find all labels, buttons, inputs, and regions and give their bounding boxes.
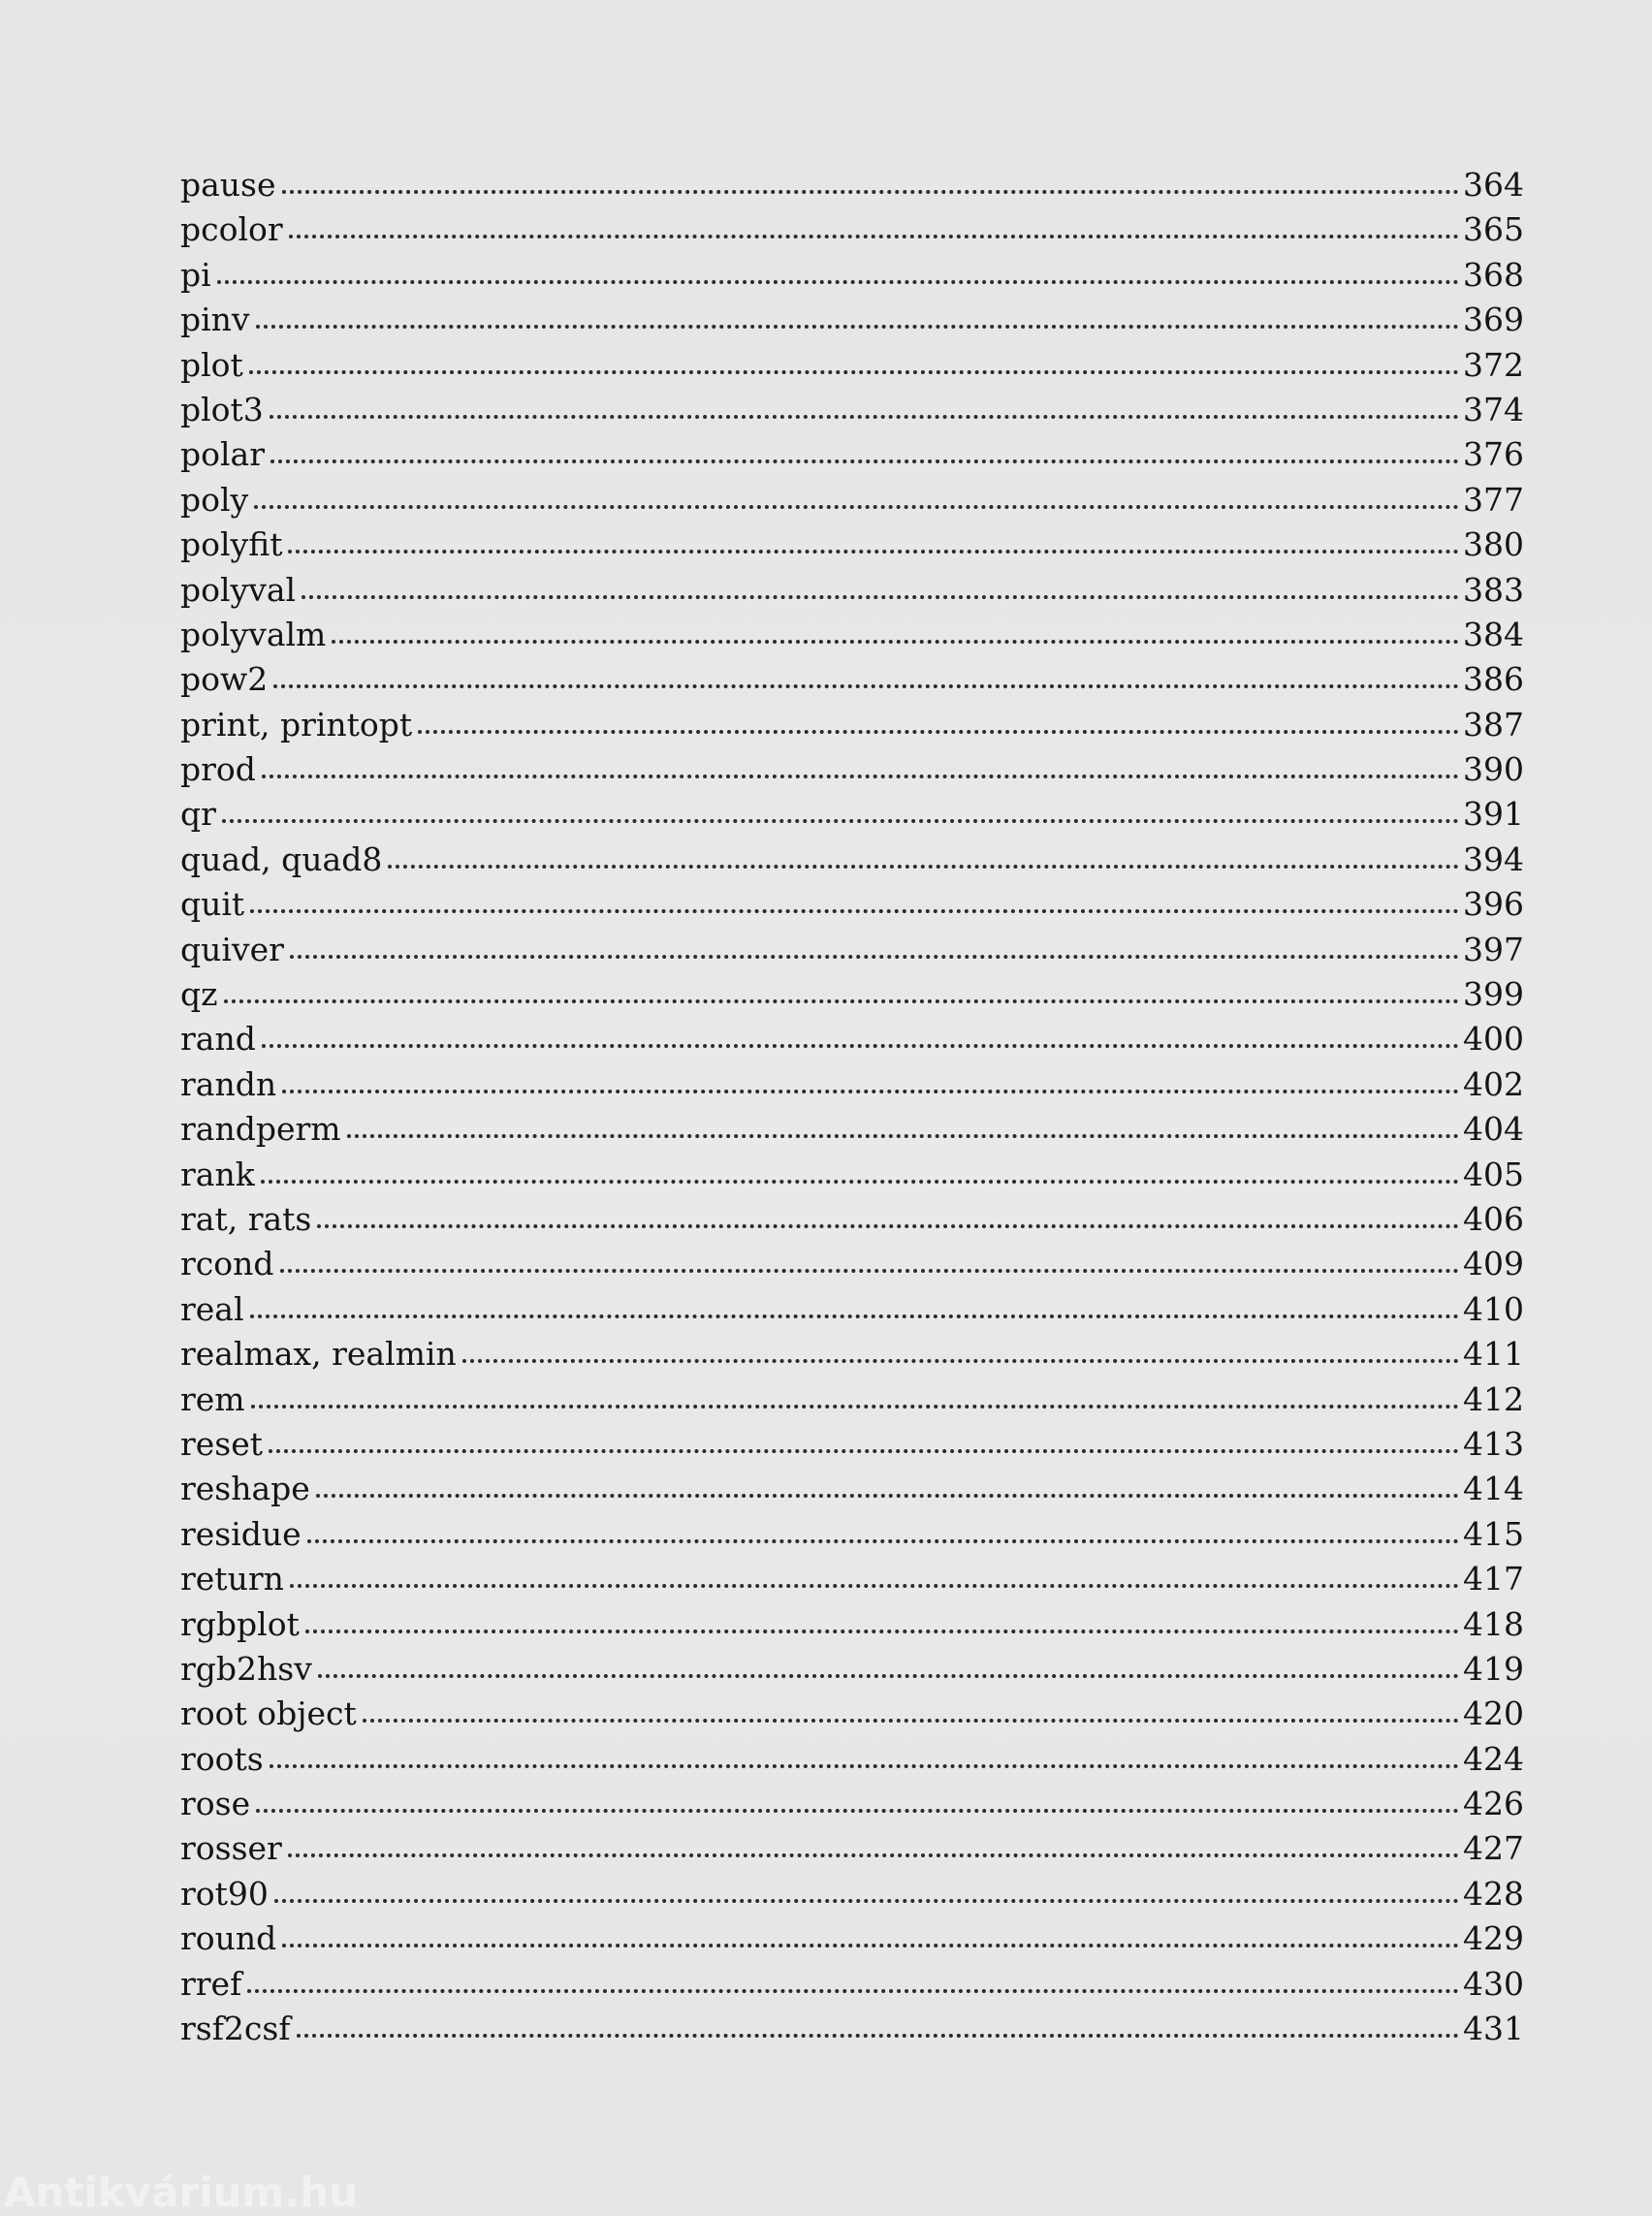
dot-leader — [289, 235, 1459, 238]
dot-leader — [273, 684, 1459, 688]
toc-entry — [180, 343, 1524, 388]
toc-entry-page-number: 374 — [1463, 390, 1524, 428]
toc-entry — [180, 972, 1524, 1017]
toc-entry — [180, 568, 1524, 613]
toc-entry-name: plot3 — [180, 390, 264, 428]
toc-entry — [180, 1422, 1524, 1467]
toc-entry — [180, 1017, 1524, 1061]
toc-entry — [180, 1782, 1524, 1826]
toc-entry — [180, 1377, 1524, 1422]
toc-entry-name: rem — [180, 1379, 245, 1418]
toc-entry-page-number: 410 — [1463, 1289, 1524, 1328]
toc-entry-name: randperm — [180, 1110, 341, 1149]
dot-leader — [290, 955, 1459, 959]
dot-leader — [305, 1630, 1459, 1633]
dot-leader — [270, 459, 1459, 463]
dot-leader — [247, 1989, 1459, 1993]
toc-entry-name: pinv — [180, 301, 250, 339]
dot-leader — [224, 999, 1459, 1003]
dot-leader — [261, 1180, 1459, 1184]
toc-entry-page-number: 430 — [1463, 1964, 1524, 2003]
toc-entry-name: rcond — [180, 1245, 274, 1283]
toc-entry-page-number: 368 — [1463, 255, 1524, 294]
toc-entry-page-number: 427 — [1463, 1829, 1524, 1868]
toc-entry-page-number: 413 — [1463, 1424, 1524, 1463]
toc-entry-name: rat, rats — [180, 1199, 312, 1238]
dot-leader — [318, 1674, 1459, 1678]
toc-entry-name: roots — [180, 1739, 264, 1778]
toc-entry — [180, 1647, 1524, 1692]
table-of-contents — [180, 163, 1524, 2051]
toc-entry-name: pi — [180, 255, 211, 294]
toc-entry-name: reset — [180, 1424, 264, 1463]
toc-entry — [180, 882, 1524, 927]
toc-entry-name: rose — [180, 1785, 251, 1823]
dot-leader — [332, 640, 1459, 644]
dot-leader — [270, 1764, 1459, 1768]
dot-leader — [249, 370, 1459, 374]
toc-entry — [180, 1692, 1524, 1736]
dot-leader — [256, 325, 1459, 329]
toc-entry — [180, 1512, 1524, 1557]
toc-entry — [180, 1872, 1524, 1916]
toc-entry-page-number: 376 — [1463, 435, 1524, 474]
toc-entry-name: quit — [180, 885, 245, 924]
toc-entry-page-number: 369 — [1463, 301, 1524, 339]
toc-entry — [180, 613, 1524, 657]
dot-leader — [290, 1584, 1459, 1588]
toc-entry-name: rand — [180, 1020, 256, 1059]
dot-leader — [462, 1359, 1459, 1363]
toc-entry-page-number: 418 — [1463, 1604, 1524, 1643]
toc-entry — [180, 388, 1524, 432]
toc-entry — [180, 703, 1524, 747]
toc-entry-page-number: 414 — [1463, 1470, 1524, 1508]
toc-entry-page-number: 415 — [1463, 1514, 1524, 1553]
dot-leader — [317, 1224, 1459, 1228]
dot-leader — [282, 1090, 1459, 1093]
dot-leader — [307, 1539, 1459, 1543]
toc-entry-page-number: 394 — [1463, 839, 1524, 878]
toc-entry — [180, 1107, 1524, 1152]
toc-entry-page-number: 419 — [1463, 1649, 1524, 1688]
toc-entry-name: pow2 — [180, 660, 269, 699]
toc-entry — [180, 1197, 1524, 1242]
toc-entry-name: rsf2csf — [180, 2010, 291, 2048]
dot-leader — [269, 1449, 1459, 1453]
toc-entry-name: pcolor — [180, 210, 283, 249]
toc-entry-name: rot90 — [180, 1874, 269, 1913]
toc-entry — [180, 253, 1524, 298]
toc-entry-name: pause — [180, 166, 276, 204]
toc-entry — [180, 432, 1524, 477]
dot-leader — [262, 775, 1459, 778]
toc-entry-name: poly — [180, 480, 249, 519]
toc-entry-page-number: 426 — [1463, 1785, 1524, 1823]
toc-entry — [180, 1916, 1524, 1961]
toc-entry-name: polyval — [180, 570, 297, 609]
toc-entry-page-number: 377 — [1463, 480, 1524, 519]
toc-entry-page-number: 384 — [1463, 615, 1524, 653]
toc-entry-page-number: 429 — [1463, 1919, 1524, 1958]
toc-entry-name: plot — [180, 345, 243, 384]
toc-entry-page-number: 372 — [1463, 345, 1524, 384]
dot-leader — [222, 819, 1459, 823]
toc-entry-page-number: 386 — [1463, 660, 1524, 699]
toc-entry — [180, 163, 1524, 207]
dot-leader — [217, 280, 1459, 284]
toc-entry — [180, 1826, 1524, 1871]
toc-entry-page-number: 404 — [1463, 1110, 1524, 1149]
dot-leader — [282, 190, 1459, 194]
toc-entry-name: quad, quad8 — [180, 839, 383, 878]
toc-entry-name: print, printopt — [180, 705, 413, 744]
toc-entry-page-number: 428 — [1463, 1874, 1524, 1913]
toc-entry-name: rgb2hsv — [180, 1649, 312, 1688]
dot-leader — [388, 865, 1459, 869]
toc-entry-page-number: 391 — [1463, 795, 1524, 834]
toc-entry-name: polar — [180, 435, 265, 474]
toc-entry-page-number: 365 — [1463, 210, 1524, 249]
toc-entry-page-number: 412 — [1463, 1379, 1524, 1418]
toc-entry-page-number: 417 — [1463, 1560, 1524, 1599]
toc-entry-name: rref — [180, 1964, 242, 2003]
dot-leader — [297, 2034, 1459, 2038]
toc-entry-page-number: 364 — [1463, 166, 1524, 204]
toc-entry — [180, 1332, 1524, 1377]
dot-leader — [270, 415, 1459, 419]
toc-entry-name: return — [180, 1560, 284, 1599]
toc-entry — [180, 1287, 1524, 1332]
toc-entry — [180, 1153, 1524, 1197]
dot-leader — [288, 550, 1459, 554]
dot-leader — [418, 730, 1459, 734]
toc-entry — [180, 1737, 1524, 1782]
toc-entry — [180, 1467, 1524, 1511]
toc-entry-name: real — [180, 1289, 244, 1328]
toc-entry — [180, 298, 1524, 342]
toc-entry-name: randn — [180, 1064, 277, 1103]
dot-leader — [282, 1944, 1459, 1947]
dot-leader — [363, 1719, 1459, 1723]
dot-leader — [274, 1899, 1459, 1903]
toc-entry-name: residue — [180, 1514, 302, 1553]
dot-leader — [316, 1494, 1459, 1498]
toc-entry — [180, 1557, 1524, 1601]
toc-entry-name: rosser — [180, 1829, 282, 1868]
toc-entry — [180, 1242, 1524, 1286]
toc-entry — [180, 478, 1524, 522]
dot-leader — [250, 909, 1459, 913]
toc-entry-page-number: 396 — [1463, 885, 1524, 924]
toc-entry-name: prod — [180, 750, 256, 789]
toc-entry-page-number: 424 — [1463, 1739, 1524, 1778]
toc-entry-name: qr — [180, 795, 216, 834]
dot-leader — [302, 595, 1459, 599]
toc-entry-page-number: 383 — [1463, 570, 1524, 609]
dot-leader — [250, 1314, 1459, 1318]
toc-entry-page-number: 420 — [1463, 1694, 1524, 1733]
toc-entry-name: quiver — [180, 930, 284, 968]
toc-entry-name: polyvalm — [180, 615, 327, 653]
toc-entry — [180, 928, 1524, 972]
toc-entry-page-number: 409 — [1463, 1245, 1524, 1283]
toc-entry — [180, 838, 1524, 882]
watermark: Antikvárium.hu — [4, 2169, 359, 2216]
toc-entry-page-number: 399 — [1463, 975, 1524, 1014]
toc-entry-page-number: 387 — [1463, 705, 1524, 744]
toc-entry-name: reshape — [180, 1470, 310, 1508]
toc-entry-name: rank — [180, 1155, 255, 1193]
toc-entry-page-number: 390 — [1463, 750, 1524, 789]
toc-entry-page-number: 400 — [1463, 1020, 1524, 1059]
dot-leader — [288, 1853, 1459, 1857]
toc-entry — [180, 2007, 1524, 2051]
toc-entry-page-number: 431 — [1463, 2010, 1524, 2048]
toc-entry-name: root object — [180, 1694, 357, 1733]
dot-leader — [254, 505, 1459, 509]
toc-entry — [180, 207, 1524, 252]
toc-entry-page-number: 397 — [1463, 930, 1524, 968]
toc-entry-page-number: 406 — [1463, 1199, 1524, 1238]
toc-entry-name: polyfit — [180, 525, 283, 564]
toc-entry — [180, 747, 1524, 792]
toc-entry — [180, 1062, 1524, 1107]
toc-entry — [180, 657, 1524, 702]
dot-leader — [262, 1044, 1459, 1048]
dot-leader — [256, 1809, 1459, 1813]
toc-entry-name: qz — [180, 975, 218, 1014]
toc-entry-page-number: 380 — [1463, 525, 1524, 564]
toc-entry-page-number: 402 — [1463, 1064, 1524, 1103]
toc-entry-name: rgbplot — [180, 1604, 300, 1643]
toc-entry-page-number: 411 — [1463, 1335, 1524, 1374]
dot-leader — [251, 1405, 1459, 1409]
dot-leader — [347, 1134, 1459, 1138]
toc-entry-name: realmax, realmin — [180, 1335, 457, 1374]
toc-entry — [180, 792, 1524, 837]
toc-entry-page-number: 405 — [1463, 1155, 1524, 1193]
toc-entry-name: round — [180, 1919, 277, 1958]
toc-entry — [180, 522, 1524, 567]
toc-entry — [180, 1962, 1524, 2007]
dot-leader — [280, 1269, 1459, 1273]
toc-entry — [180, 1602, 1524, 1647]
